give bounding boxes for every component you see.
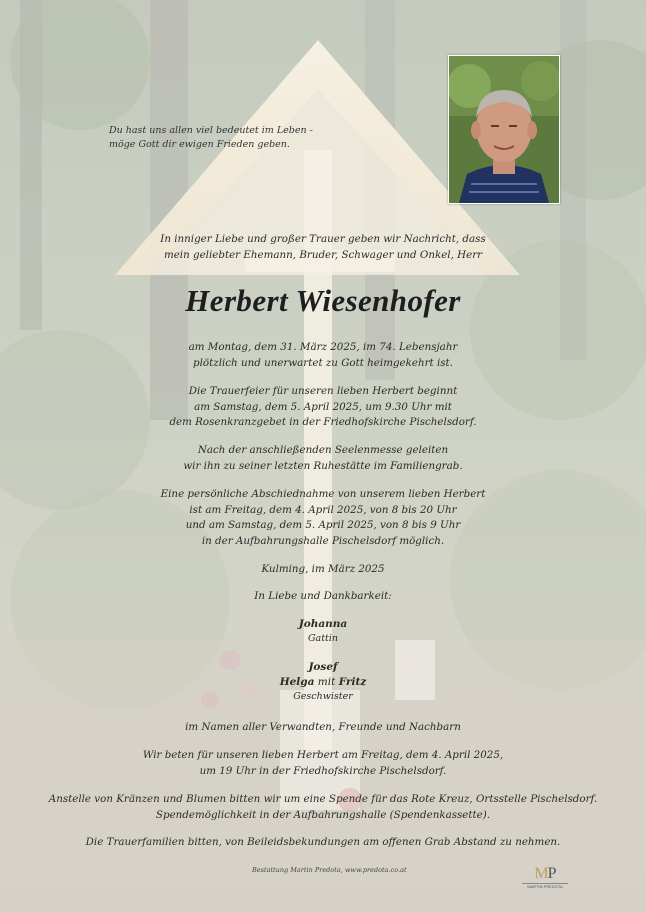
deceased-name: Herbert Wiesenhofer [185,283,461,318]
sibling-2-partner: Fritz [338,676,367,688]
funeral-line-2: am Samstag, dem 5. April 2025, um 9.30 Uhr mit [194,400,452,413]
gratitude-line: In Liebe und Dankbarkeit: [254,590,392,602]
burial-line-1: Nach der anschließenden Seelenmesse geleiten [197,444,449,456]
prayer-line-2: um 19 Uhr in der Friedhofskirche Pischelsdorf. [199,764,447,777]
mourner-siblings [0,660,646,703]
sibling-connector: mit [317,676,336,688]
donation-details [0,792,646,823]
portrait-photo [448,55,560,204]
funeral-line-1: Die Trauerfeier für unseren lieben Herbert beginnt [188,385,458,397]
sibling-1-name: Josef [308,661,338,673]
death-notice [0,340,646,371]
death-notice-line-1: am Montag, dem 31. März 2025, im 74. Lebensjahr [188,341,458,353]
logo-caption: MARTIN PREDOTA [522,883,568,890]
logo-letter-m: M [534,865,548,882]
quote-line-2: möge Gott dir ewigen Frieden geben. [109,139,290,150]
burial-line-2: wir ihn zu seiner letzten Ruhestätte im Familiengrab. [183,459,463,472]
funeral-line-3: dem Rosenkranzgebet in der Friedhofskirche Pischelsdorf. [169,416,477,428]
viewing-details [0,487,646,549]
quote-line-1: Du hast uns allen viel bedeutet im Leben - [109,125,313,136]
relatives-line: im Namen aller Verwandten, Freunde und Nachbarn [185,721,461,733]
viewing-line-1: Eine persönliche Abschiednahme von unserem lieben Herbert [160,488,486,500]
funeral-details [0,384,646,431]
siblings-role: Geschwister [293,691,353,702]
death-notice-line-2: plötzlich und unerwartet zu Gott heimgekehrt ist. [193,356,453,369]
prayer-line-1: Wir beten für unseren lieben Herbert am Freitag, dem 4. April 2025, [142,749,504,761]
viewing-line-2: ist am Freitag, dem 4. April 2025, von 8 bis 20 Uhr [189,503,457,516]
sibling-2-line [0,675,646,690]
viewing-line-3: und am Samstag, dem 5. April 2025, von 8 bis 9 Uhr [185,519,461,531]
memorial-quote [109,124,369,152]
wife-name: Johanna [298,618,348,630]
wife-role: Gattin [307,633,339,644]
burial-details [0,443,646,474]
undertaker-credit: Bestattung Martin Predota, www.predota.co.at [252,866,407,874]
logo-letter-p: P [547,865,556,882]
donation-line-2: Spendemöglichkeit in der Aufbahrungshalle (Spendenkassette). [155,808,491,821]
place-date: Kulming, im März 2025 [261,563,385,575]
mp-logo [522,866,568,890]
prayer-details [0,748,646,779]
donation-line-1: Anstelle von Kränzen und Blumen bitten wir um eine Spende für das Rote Kreuz, Ortsstelle Pischelsdorf. [48,793,598,805]
portrait-image [449,56,559,203]
intro-line-1: In inniger Liebe und großer Trauer geben wir Nachricht, dass [160,233,486,245]
viewing-line-4: in der Aufbahrungshalle Pischelsdorf möglich. [201,534,445,547]
intro-line-2: mein geliebter Ehemann, Bruder, Schwager und Onkel, Herr [163,248,483,261]
logo-letters [522,866,568,882]
condolence-request: Die Trauerfamilien bitten, von Beileidsbekundungen am offenen Grab Abstand zu nehmen. [85,836,561,848]
mourner-wife [0,617,646,645]
intro-text [0,232,646,263]
sibling-2-name: Helga [279,676,315,688]
